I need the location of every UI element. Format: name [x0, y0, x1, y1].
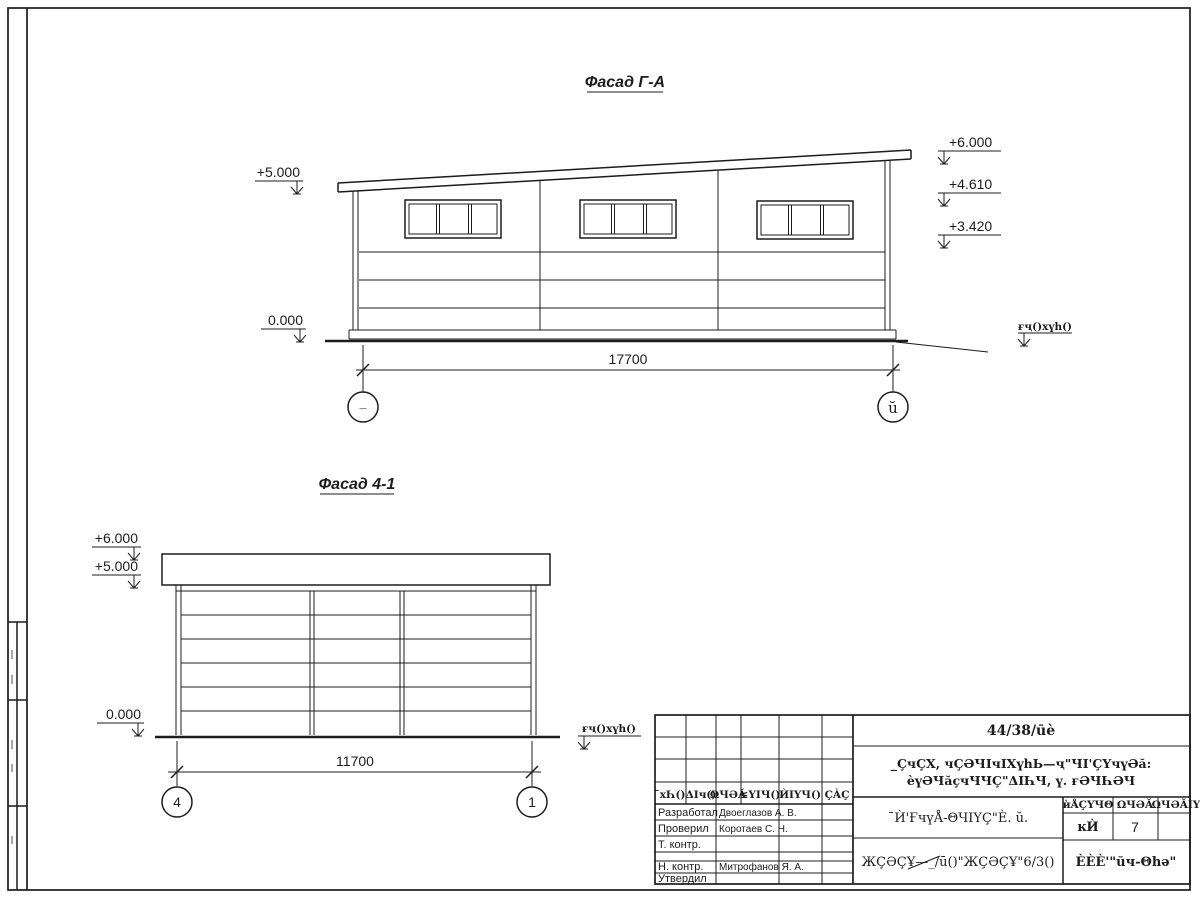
listov-header: ΩЧӘĂIҮ [1151, 799, 1200, 811]
svg-text:ғҷ()хүһ(): ғҷ()хүһ() [581, 723, 637, 735]
ground-slope-line [896, 342, 988, 352]
col-header-data: ÇÀÇ [824, 789, 850, 801]
svg-text:4: 4 [173, 794, 181, 810]
title-block [654, 715, 1200, 885]
list-header: ΩЧӘĂ [1116, 799, 1154, 811]
ribbon-window-3 [757, 201, 853, 239]
list-value: 7 [1131, 819, 1139, 835]
stage-header: ѝÅÇҮЧΘ [1062, 799, 1114, 811]
svg-text:+6.000: +6.000 [949, 134, 993, 150]
row-role-1: Проверил [658, 823, 709, 835]
svg-text:+4.610: +4.610 [949, 176, 993, 192]
sheet-title: ¯Ѝ'ҒчүÅ-ΘЧIҮÇ"È. ŭ. [887, 811, 1029, 826]
ribbon-window-2 [580, 200, 676, 238]
svg-text:11700: 11700 [336, 753, 374, 769]
elevation-mark-2-plus5000 [92, 558, 141, 588]
svg-text:+5.000: +5.000 [94, 558, 138, 574]
row-role-0: Разработал [658, 807, 718, 819]
elevation-mark-2-zero [97, 706, 144, 736]
svg-text:ғҷ()хүһ(): ғҷ()хүһ() [1017, 321, 1073, 333]
wall-outline [349, 161, 896, 339]
row-role-2: Т. контр. [658, 839, 701, 851]
sheet-subtitle: ЖÇӘÇҰ—_/ū()"ЖÇӘÇҰ"6/3() [861, 855, 1055, 870]
org-name: ÈÈÈ'"ŭч-Θhә" [1075, 855, 1177, 870]
grid-axis-bubble-1 [517, 787, 547, 817]
svg-text:1: 1 [528, 794, 536, 810]
col-header-izm: ¯хҺ() [654, 789, 686, 801]
ground-level-mark-2 [578, 723, 641, 749]
svg-text:0.000: 0.000 [105, 706, 141, 722]
col-header-podp: ЍIҮЧ() [779, 789, 821, 801]
object-line1: _ÇчÇХ, чÇӘЧIчIХүhЬ—ҷ"ЧI'ÇҮчүӘă: [890, 756, 1152, 771]
elevation-mark-plus5000 [255, 164, 303, 194]
facade-41 [92, 476, 641, 817]
ribbon-window-1 [405, 200, 501, 238]
wall-outline-2 [176, 585, 536, 735]
grid-axis-bubble-4 [162, 787, 192, 817]
svg-text:+3.420: +3.420 [949, 218, 993, 234]
facade-41-title: Фасад 4-1 [318, 476, 396, 493]
left-margin-stamp [8, 622, 27, 890]
svg-text:+6.000: +6.000 [94, 530, 138, 546]
elevation-mark-plus3420 [938, 218, 1001, 248]
facade-ga [255, 74, 1072, 422]
object-line2: ѐүӘЧăçчЧЧÇ"ΔIҺЧ, ү. ғӘЧҺӘЧ [906, 773, 1136, 788]
row-name-1: Коротаев С. Н. [719, 824, 788, 835]
col-header-koluch: ΔIч() [685, 789, 717, 801]
svg-text:_: _ [359, 394, 367, 410]
row-role-3: Н. контр. [658, 861, 704, 873]
roof-outline [338, 150, 911, 192]
row-role-4: Утвердил [658, 873, 707, 885]
grid-axis-bubble-right [878, 392, 908, 422]
doc-number: 44/38/ūè [986, 723, 1056, 739]
elevation-mark-2-plus6000 [92, 530, 141, 560]
ground-level-mark [1018, 321, 1072, 346]
elevation-mark-plus4610 [938, 176, 1001, 206]
dimension-11700 [168, 741, 541, 786]
svg-text:ŭ: ŭ [888, 399, 898, 417]
grid-axis-bubble-left [348, 392, 378, 422]
row-name-0: Двоеглазов А. В. [719, 808, 797, 819]
stage-value: ĸЍ [1077, 820, 1099, 835]
col-header-list: ΩЧӘĂ [709, 789, 747, 801]
svg-text:+5.000: +5.000 [256, 164, 300, 180]
svg-text:17700: 17700 [608, 351, 648, 367]
col-header-ndok: ≤ҮIЧ() [739, 789, 781, 801]
elevation-mark-plus6000 [938, 134, 1001, 164]
facade-ga-title: Фасад Г-А [584, 74, 666, 91]
fascia-band [162, 554, 550, 591]
row-name-3: Митрофанов Я. А. [719, 862, 804, 873]
dimension-17700 [356, 345, 900, 392]
elevation-mark-zero [261, 312, 306, 342]
svg-text:0.000: 0.000 [267, 312, 303, 328]
